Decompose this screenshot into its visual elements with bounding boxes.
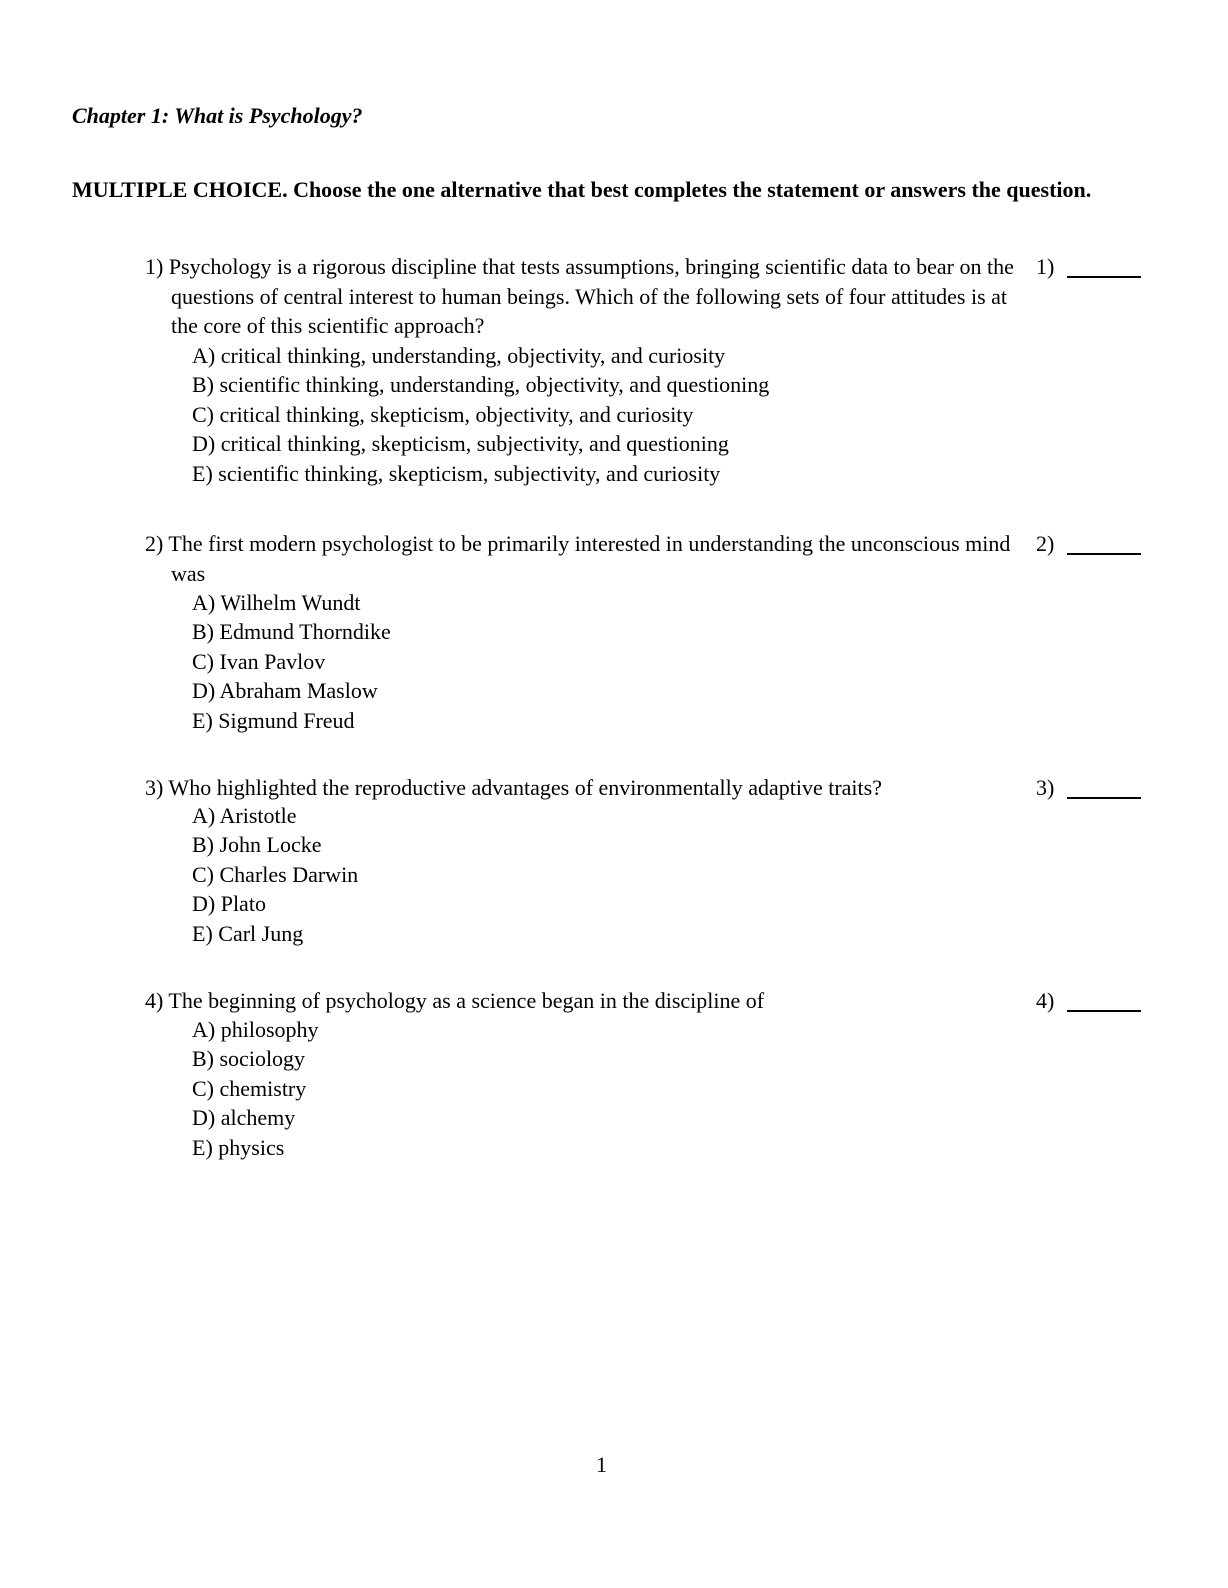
option-c: C) Ivan Pavlov xyxy=(192,648,326,674)
option-list xyxy=(192,801,358,949)
option-a: A) Aristotle xyxy=(192,802,297,828)
option-b: B) sociology xyxy=(192,1046,306,1071)
option-a: A) philosophy xyxy=(192,1016,319,1042)
option-c: C) chemistry xyxy=(192,1075,307,1101)
question-stem: 1) Psychology is a rigorous discipline that tests assumptions, bringing scientific data to bear on the questions of central interest to human beings. Which of the following sets of four attitudes is at the core of this scientific approach? xyxy=(145,254,1014,338)
option-d: D) Abraham Maslow xyxy=(192,678,378,703)
instructions: MULTIPLE CHOICE. Choose the one alternative that best completes the statement or answers the question. xyxy=(72,177,1092,202)
answer-blank[interactable] xyxy=(1067,553,1141,555)
option-list xyxy=(192,1015,319,1163)
answer-blank[interactable] xyxy=(1067,797,1141,799)
question-stem: 4) The beginning of psychology as a science began in the discipline of xyxy=(145,988,765,1013)
option-b: B) scientific thinking, understanding, objectivity, and questioning xyxy=(192,372,770,397)
option-e: E) Sigmund Freud xyxy=(192,707,355,733)
answer-number: 4) xyxy=(1036,988,1055,1013)
answer-number: 2) xyxy=(1036,531,1055,556)
option-a: A) Wilhelm Wundt xyxy=(192,589,361,615)
option-b: B) John Locke xyxy=(192,832,322,857)
option-e: E) Carl Jung xyxy=(192,920,304,946)
option-list xyxy=(192,588,391,736)
question-stem: 3) Who highlighted the reproductive advantages of environmentally adaptive traits? xyxy=(145,775,882,800)
option-c: C) Charles Darwin xyxy=(192,861,359,887)
option-d: D) Plato xyxy=(192,891,266,916)
answer-number: 1) xyxy=(1036,254,1055,279)
chapter-title: Chapter 1: What is Psychology? xyxy=(72,103,363,128)
option-d: D) alchemy xyxy=(192,1105,296,1130)
option-e: E) scientific thinking, skepticism, subjectivity, and curiosity xyxy=(192,460,721,486)
option-a: A) critical thinking, understanding, objectivity, and curiosity xyxy=(192,342,726,368)
option-d: D) critical thinking, skepticism, subjectivity, and questioning xyxy=(192,431,729,456)
option-e: E) physics xyxy=(192,1134,285,1160)
option-b: B) Edmund Thorndike xyxy=(192,619,391,644)
answer-blank[interactable] xyxy=(1067,1010,1141,1012)
page-number: 1 xyxy=(596,1452,607,1477)
question-stem: 2) The first modern psychologist to be primarily interested in understanding the unconscious mind was xyxy=(145,531,1011,586)
answer-number: 3) xyxy=(1036,775,1055,800)
option-list xyxy=(192,341,769,489)
option-c: C) critical thinking, skepticism, objectivity, and curiosity xyxy=(192,401,694,427)
answer-blank[interactable] xyxy=(1067,276,1141,278)
